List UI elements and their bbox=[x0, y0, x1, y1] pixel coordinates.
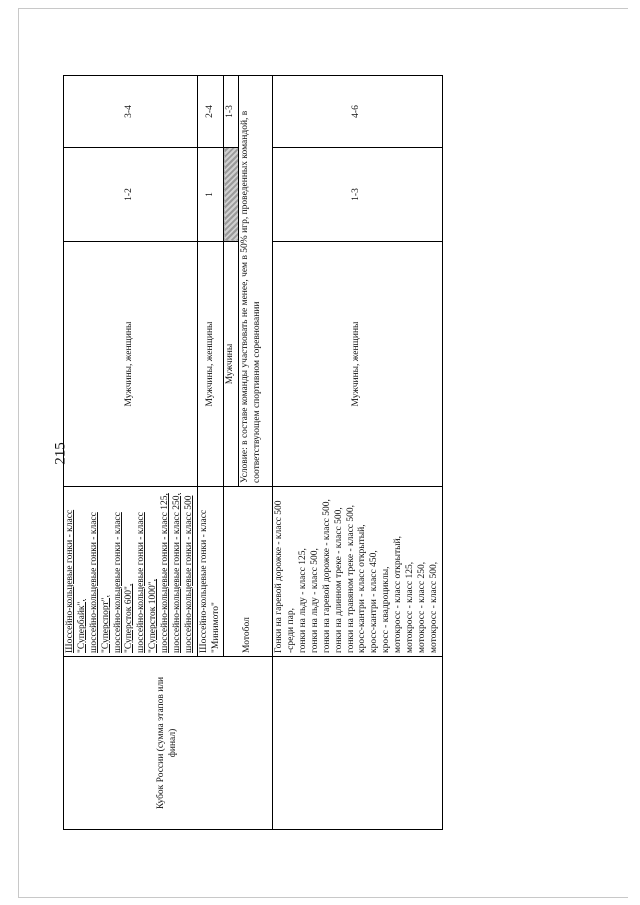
discipline-line: гонки на гаревой дорожке - класс 500, bbox=[321, 499, 332, 653]
discipline-line: Шоссейно-кольцевые гонки - класс "Супербайк", bbox=[65, 509, 87, 653]
discipline-line: Гонки на гаревой дорожке - класс 500 -среди пар, bbox=[274, 500, 297, 653]
discipline-line: шоссейно-кольцевые гонки - класс 500 bbox=[183, 495, 194, 653]
discipline-line: мотокросс - класс 125, bbox=[404, 561, 415, 653]
discipline-line: шоссейно-кольцевые гонки - класс 250, bbox=[171, 493, 182, 653]
places-text: 1-2 bbox=[124, 188, 135, 201]
participants-text: Мужчины, женщины bbox=[204, 321, 215, 407]
table-row bbox=[273, 76, 442, 830]
minimoto-participants-cell bbox=[197, 242, 224, 487]
cup-title-cell bbox=[64, 657, 273, 830]
superbike-participants-cell bbox=[64, 242, 198, 487]
speedway-empty-cell bbox=[273, 657, 442, 830]
discipline-line: кросс-кантри - класс открытый, bbox=[357, 524, 368, 653]
motoball-places-cell bbox=[224, 148, 239, 242]
speedway-disciplines-cell bbox=[273, 487, 442, 657]
motoball-participants-cell bbox=[224, 242, 239, 487]
motoball-condition-cell bbox=[239, 76, 273, 487]
minimoto-discipline-cell bbox=[197, 487, 224, 657]
age-range-text: 1-3 bbox=[225, 105, 236, 118]
discipline-line: гонки на льду - класс 500, bbox=[309, 548, 320, 653]
sports-table bbox=[63, 75, 443, 830]
age-range-text: 3-4 bbox=[124, 105, 135, 118]
discipline-line: мотокросс - класс 500, bbox=[428, 561, 439, 653]
motoball-age-cell bbox=[224, 76, 239, 148]
discipline-line: шоссейно-кольцевые гонки - класс "Суперсток 600", bbox=[112, 512, 135, 653]
speedway-age-cell bbox=[273, 76, 442, 148]
scan-edge-bottom bbox=[18, 897, 628, 898]
minimoto-age-cell bbox=[197, 76, 224, 148]
superbike-places-cell bbox=[64, 148, 198, 242]
discipline-line: гонки на длинном треке - класс 500, bbox=[333, 507, 344, 653]
places-text: 1-3 bbox=[351, 188, 362, 201]
page-number: 215 bbox=[52, 442, 69, 465]
discipline-line: кросс - квадроциклы, bbox=[381, 566, 392, 653]
scan-edge-left bbox=[18, 8, 19, 898]
scan-edge-top bbox=[18, 8, 628, 9]
table-container bbox=[63, 76, 439, 830]
discipline-line: кросс-кантри - класс 450, bbox=[369, 550, 380, 653]
rotated-table-area bbox=[63, 76, 439, 830]
age-range-text: 4-6 bbox=[351, 105, 362, 118]
discipline-line: мотокросс - класс 250, bbox=[416, 561, 427, 653]
motoball-discipline-cell bbox=[224, 487, 273, 657]
superbike-age-cell bbox=[64, 76, 198, 148]
discipline-text: Шоссейно-кольцевые гонки - класс "Минимото" bbox=[198, 509, 221, 653]
discipline-line: гонки на травяном треке - класс 500, bbox=[345, 505, 356, 653]
cup-title: Кубок России (сумма этапов или финал) bbox=[156, 676, 179, 810]
superbike-disciplines-cell bbox=[64, 487, 198, 657]
minimoto-places-cell bbox=[197, 148, 224, 242]
discipline-line: шоссейно-кольцевые гонки - класс "Суперспорт", bbox=[88, 512, 111, 653]
speedway-places-cell bbox=[273, 148, 442, 242]
condition-text: Условие: в составе команды участвовать не менее, чем в 50% игр, проведенных командой, в соответствующем спортивном соревновании bbox=[240, 110, 263, 483]
discipline-line: шоссейно-кольцевые гонки - класс "Суперсток 1000", bbox=[136, 512, 159, 653]
participants-text: Мужчины bbox=[225, 343, 236, 385]
discipline-line: мотокросс - класс открытый, bbox=[393, 535, 403, 653]
participants-text: Мужчины, женщины bbox=[124, 321, 135, 407]
table-row bbox=[64, 76, 198, 830]
places-text: 1 bbox=[204, 192, 215, 197]
discipline-line: шоссейно-кольцевые гонки - класс 125, bbox=[160, 493, 170, 653]
speedway-participants-cell bbox=[273, 242, 442, 487]
discipline-line: гонки на льду - класс 125, bbox=[298, 548, 308, 653]
discipline-text: Мотобол bbox=[242, 617, 253, 653]
age-range-text: 2-4 bbox=[204, 105, 215, 118]
participants-text: Мужчины, женщины bbox=[351, 321, 362, 407]
